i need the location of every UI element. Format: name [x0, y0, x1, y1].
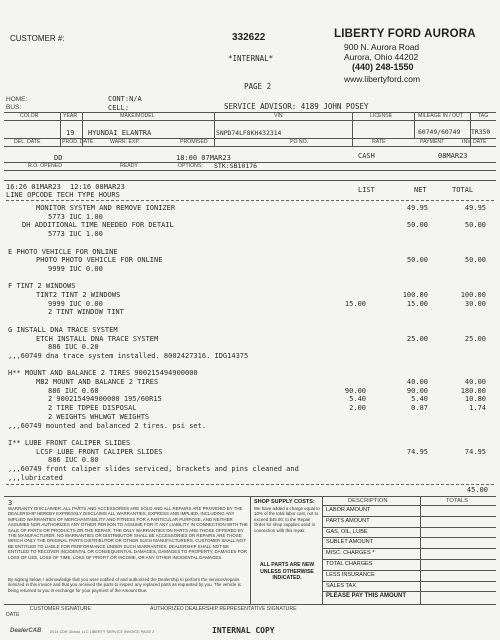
line-item-total: 50.00 — [464, 256, 486, 265]
line-item-text: 886 IUC 0.80 — [48, 456, 99, 465]
color-label: COLOR — [20, 113, 39, 119]
line-item-total: 10.80 — [464, 395, 486, 404]
cell-value: CELL: — [108, 104, 130, 112]
description-row-divider — [322, 591, 496, 592]
net-column-header: NET — [414, 186, 427, 194]
warranty-disclaimer: WARRANTY DISCLAIMER: ALL PARTS AND ACCESSORIES ARE SOLD AND ALL REPAIRS ARE PROVIDED BY THE DEALERSHIP HEREBY EXPRESSLY DISCLAIMS ALL WARRANTIES, EXPRESS AND IMPLIED, INCLUDING ANY IMPLIED WARRANTIES OF MERCHANTABILITY AND FITNESS FOR A PARTICULAR PURPOSE, AND NEITHER ASSUMES NOR AUTHORIZES ANY OTHER PERSON TO ASSUME FOR IT ANY LIABILITY IN CONNECTION WITH THE SALE OF PARTS OR PRODUCTS OR THE REPAIR. THE ONLY WARRANTIES ON PARTS ARE THOSE OFFERED BY THE MANUFACTURER. NO WARRANTIES OR DISTRIBUTOR SHALL BE ACCESSORIES OR REPAIRS ARE THOSE WHICH ONLY THE ORIGINAL PARTS DISTRIBUTOR OR OTHER SUCH MANUFACTURERS. CUSTOMER SHALL NOT BE ENTITLED TO LIABLE FOR PERFORMANCE UNDER SUCH WARRANTIES. DEALERSHIP SHALL NOT BE ENTITLED TO RECOVER INCIDENTAL OR CONSEQUENTIAL DAMAGES, DAMAGES TO PROPERTY, DAMAGES FOR LOSS OF USE, LOSS OF TIME, LOSS OF PROFIT OR INCOME, OR ANY OTHER INCIDENTAL DAMAGES. — [8, 506, 248, 560]
customer-label: CUSTOMER #: — [10, 34, 65, 43]
totals-header: TOTALS — [446, 498, 469, 504]
po-label: PO NO. — [290, 139, 309, 145]
line-item-total: 100.00 — [460, 291, 486, 299]
ro-opened-label: R.O. OPENED — [28, 163, 63, 169]
make-model-label: MAKE/MODEL — [120, 113, 155, 119]
line-item-text: 886 IUC 0.60 — [48, 386, 99, 395]
line-item-text: I** LUBE FRONT CALIPER SLIDES — [8, 438, 131, 447]
customer-signature-label: CUSTOMER SIGNATURE — [30, 606, 91, 612]
line-item-net: 74.95 — [406, 447, 428, 456]
list-column-header: LIST — [358, 186, 375, 194]
dealer-name: LIBERTY FORD AURORA — [334, 28, 476, 40]
internal-copy-title: INTERNAL COPY — [212, 626, 275, 635]
line-item-text: ,,,60749 dna trace system installed. 8002427316. IDG14375 — [8, 351, 249, 360]
ready-time: 12:16 08MAR23 — [70, 183, 125, 191]
line-item-text: 9999 IUC 0.00 — [48, 264, 103, 273]
line-columns-header: LINE OPCODE TECH TYPE HOURS — [6, 191, 120, 199]
description-item-label: LESS INSURANCE — [326, 571, 375, 578]
del-date-label: DEL. DATE — [14, 139, 41, 145]
del-date-value: DD — [54, 154, 63, 162]
line-item-text: H** MOUNT AND BALANCE 2 TIRES 900215494900000 — [8, 369, 198, 378]
description-item-label: SALES TAX — [326, 582, 356, 589]
line-item-text: 2 WEIGHTS WHLWGT WEIGHTS — [48, 412, 150, 421]
shop-supply-title: SHOP SUPPLY COSTS: — [254, 499, 315, 505]
options-value: STK:SB10176 — [214, 162, 258, 170]
authorized-signature-label: AUTHORIZED DEALERSHIP REPRESENTATIVE SIGNATURE — [150, 606, 297, 612]
line-item-net: 49.95 — [406, 204, 428, 212]
form-code: 2014 CDK Global, LLC LIBERTY SERVICE INVOICE PAGE 2 — [50, 630, 155, 634]
customer-acknowledgement: By signing below, I acknowledge that you were notified of and authorized the Dealership to perform the services/repairs itemized in this invoice and that you received the parts to inspect any replaced parts as requested by you. The vehicle is being returned to you in exchange for your payment of the Amount Due. — [8, 577, 241, 593]
line-item-total: 30.00 — [464, 299, 486, 308]
promised-value: 18:00 07MAR23 — [176, 154, 231, 162]
description-item-label: MISC. CHARGES * — [326, 550, 375, 557]
line-item-text: ,,,60749 mounted and balanced 2 tires. psi set. — [8, 421, 207, 430]
inv-date-label: INV. DATE — [462, 139, 487, 145]
total-column-header: TOTAL — [452, 186, 474, 194]
description-row-divider — [322, 537, 496, 538]
prod-date-label: PROD. DATE — [62, 139, 94, 145]
description-header: DESCRIPTION — [348, 498, 388, 504]
line-item-text: ,,,60749 front caliper slides serviced, brackets and pins cleaned and — [8, 465, 299, 473]
bus-label: BUS: — [6, 104, 22, 111]
description-row-divider — [322, 570, 496, 571]
payment-label: PAYMENT — [420, 139, 445, 145]
line-item-text: 2 TINT WINDOW TINT — [48, 308, 124, 317]
line-item-net: 50.00 — [406, 221, 428, 230]
dealer-address2: Aurora, Ohio 44202 — [344, 52, 419, 62]
description-item-label: TOTAL CHARGES — [326, 561, 373, 567]
line-item-text: DH ADDITIONAL TIME NEEDED FOR DETAIL — [22, 221, 174, 230]
line-item-text: E PHOTO VEHICLE FOR ONLINE — [8, 247, 118, 256]
description-row-divider — [322, 548, 496, 549]
grand-total: 45.00 — [466, 486, 488, 494]
contact-value: CONT:N/A — [108, 95, 142, 103]
options-label: OPTIONS: — [178, 163, 203, 169]
description-item-label: GAS, OIL, LUBE — [326, 528, 368, 535]
line-item-text: 2 900215494900000 195/60R15 — [48, 395, 162, 404]
description-item-label: PARTS AMOUNT — [326, 517, 370, 524]
line-item-total: 1.74 — [469, 404, 486, 413]
ro-number: 332622 — [232, 32, 266, 43]
vehicle-vin: 5NPD74LF8KH432314 — [216, 129, 282, 137]
line-item-net: 50.00 — [406, 256, 428, 265]
line-item-total: 25.00 — [464, 334, 486, 343]
line-item-text: G INSTALL DNA TRACE SYSTEM — [8, 325, 118, 334]
service-advisor: SERVICE ADVISOR: 4189 JOHN POSEY — [224, 102, 369, 111]
ready-label: READY — [120, 163, 138, 169]
line-item-total: 74.95 — [464, 447, 486, 456]
line-item-text: 5773 IUC 1.00 — [48, 230, 103, 239]
line-item-net: 40.00 — [406, 378, 428, 386]
line-item-total: 49.95 — [464, 204, 486, 212]
line-item-list: 15.00 — [344, 299, 366, 308]
line-item-text: LCSF LUBE FRONT CALIPER SLIDES — [36, 447, 163, 456]
line-item-text: TINT2 TINT 2 WINDOWS — [36, 291, 121, 299]
description-row-divider — [322, 581, 496, 582]
vehicle-tag: TR350 — [471, 128, 491, 136]
home-label: HOME: — [6, 96, 28, 103]
inv-date-value: 08MAR23 — [438, 152, 468, 160]
description-row-divider — [322, 505, 496, 506]
line-item-total: 40.00 — [464, 378, 486, 386]
vehicle-year: 19 — [66, 129, 75, 137]
line-item-text: 886 IUC 0.20 — [48, 343, 99, 352]
line-item-text: MB2 MOUNT AND BALANCE 2 TIRES — [36, 378, 159, 386]
line-item-text: PHOTO PHOTO VEHICLE FOR ONLINE — [36, 256, 163, 265]
line-item-text: 2 TIRE TDPEE DISPOSAL — [48, 404, 137, 413]
footer-page-no: 3 — [8, 499, 13, 507]
vin-label: VIN — [274, 113, 283, 119]
mileage-label: MILEAGE IN / OUT — [418, 113, 463, 119]
line-item-list: 5.40 — [349, 395, 366, 404]
line-item-text: ETCH INSTALL DNA TRACE SYSTEM — [36, 334, 159, 343]
rate-label: RATE — [372, 139, 386, 145]
warr-exp-label: WARR. EXP. — [110, 139, 140, 145]
vehicle-make-model: HYUNDAI ELANTRA — [88, 129, 152, 137]
line-item-list: 90.00 — [344, 386, 366, 395]
internal-tag: *INTERNAL* — [228, 54, 274, 63]
dealer-logo: DealerCAB — [10, 628, 42, 634]
shop-supply-text: We have added a charge equal to 10% of the total labor cost, not to exceed $45.00, to the Repair Order for shop supplies used in connection with this repair. — [254, 506, 320, 533]
line-item-text: F TINT 2 WINDOWS — [8, 282, 76, 291]
promised-label: PROMISED — [180, 139, 208, 145]
description-row-divider — [322, 559, 496, 560]
ro-opened-time: 16:26 01MAR23 — [6, 183, 61, 191]
line-item-text: 5773 IUC 1.00 — [48, 212, 103, 221]
line-item-text: ,,,lubricated — [8, 473, 63, 482]
line-item-net: 5.40 — [411, 395, 428, 404]
parts-new-notice: ALL PARTS ARE NEW UNLESS OTHERWISE INDICATED. — [259, 562, 315, 581]
line-item-text: 9999 IUC 0.00 — [48, 299, 103, 308]
line-item-text: MONITOR SYSTEM AND REMOVE IONIZER — [36, 204, 176, 212]
description-item-label: SUBLET AMOUNT — [326, 539, 374, 546]
description-row-divider — [322, 516, 496, 517]
date-label: DATE — [6, 612, 20, 618]
page-number: PAGE 2 — [244, 82, 272, 91]
payment-value: CASH — [358, 152, 375, 160]
line-item-net: 90.00 — [406, 386, 428, 395]
dealer-website: www.libertyford.com — [344, 74, 421, 84]
tag-label: TAG — [478, 113, 489, 119]
line-item-list: 2.00 — [349, 404, 366, 413]
vehicle-mileage: 60749/60749 — [418, 128, 461, 136]
dealer-phone: (440) 248-1550 — [352, 62, 414, 72]
description-row-divider — [322, 527, 496, 528]
line-item-net: 100.00 — [402, 291, 428, 299]
line-item-net: 0.87 — [411, 404, 428, 413]
line-item-total: 180.00 — [460, 386, 486, 395]
license-label: LICENSE — [370, 113, 393, 119]
description-item-label: PLEASE PAY THIS AMOUNT — [326, 593, 407, 600]
description-item-label: LABOR AMOUNT — [326, 507, 371, 513]
year-label: YEAR — [63, 113, 78, 119]
line-item-total: 50.00 — [464, 221, 486, 230]
line-item-net: 25.00 — [406, 334, 428, 343]
dealer-address1: 900 N. Aurora Road — [344, 42, 420, 52]
line-item-net: 15.00 — [406, 299, 428, 308]
